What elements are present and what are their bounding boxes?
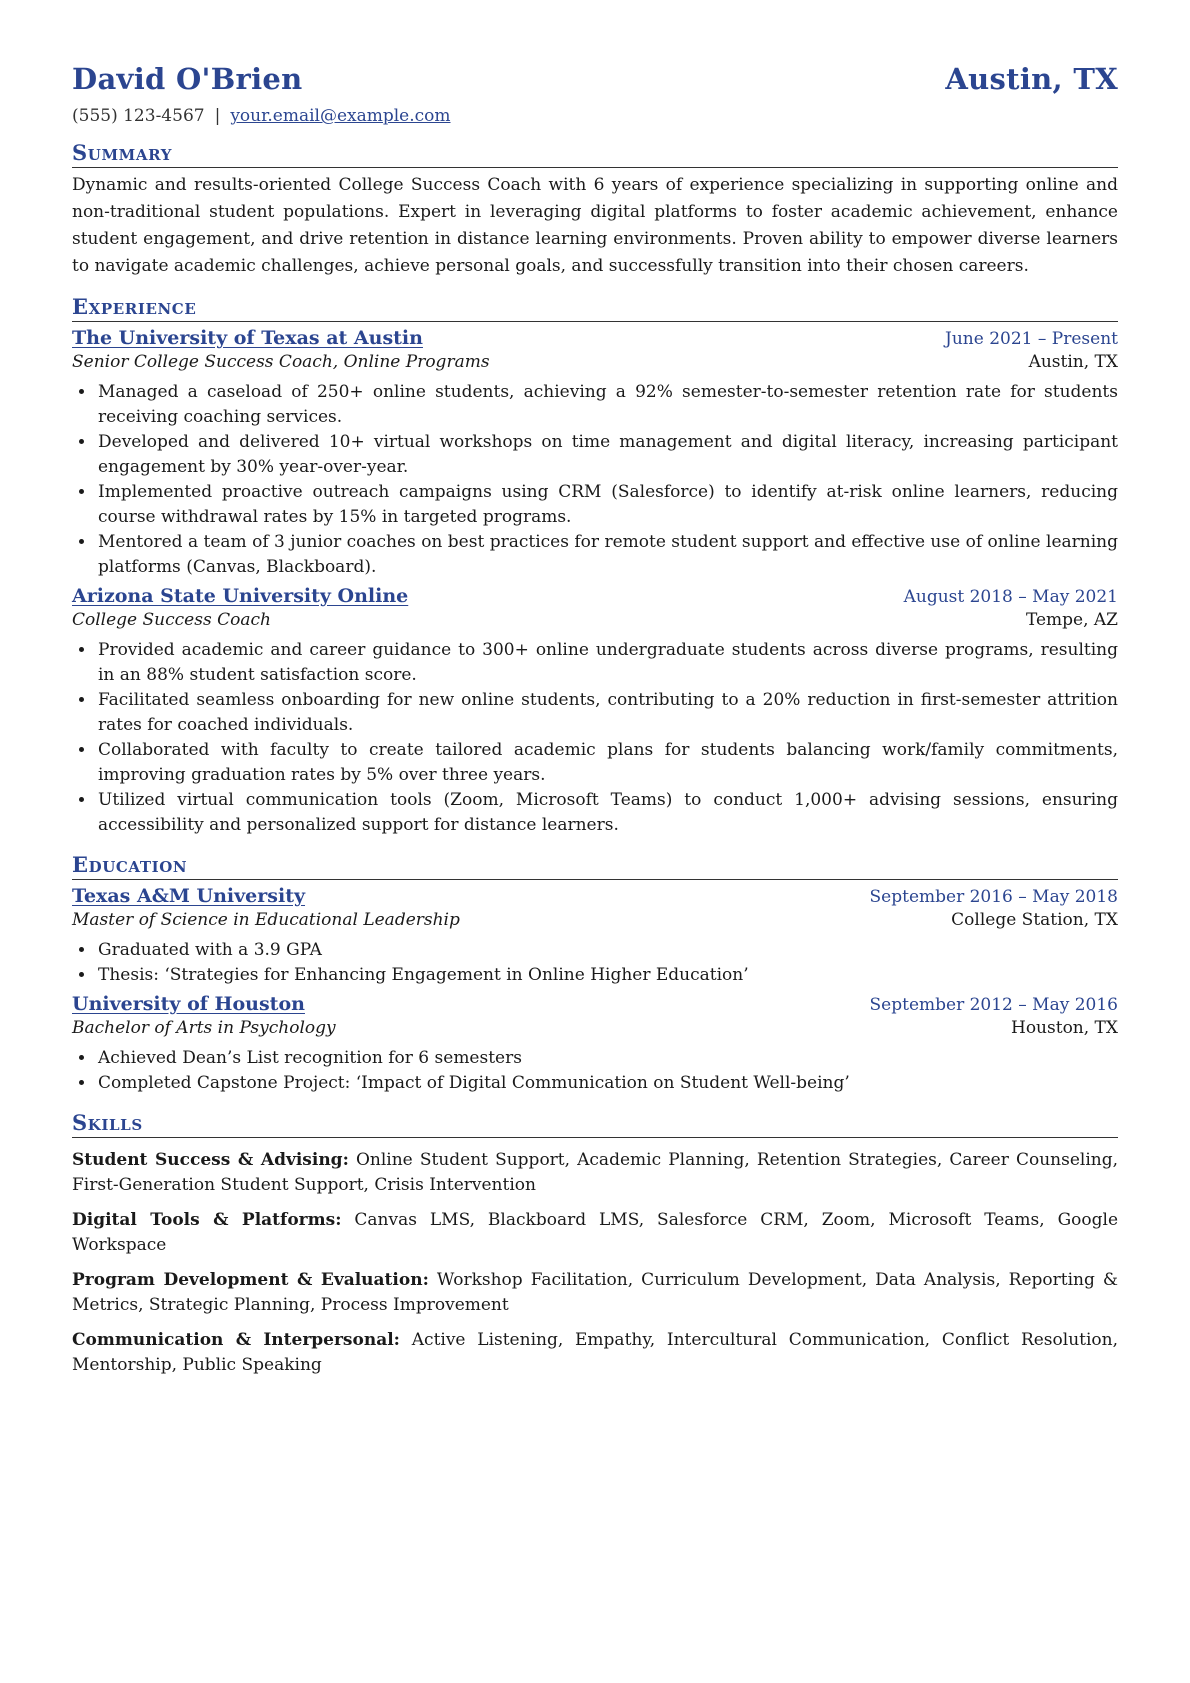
entry-location: Tempe, AZ [1025, 610, 1118, 630]
email-link[interactable]: your.email@example.com [230, 106, 451, 126]
job-title: Senior College Success Coach, Online Programs [72, 352, 490, 372]
contact-line [72, 106, 1118, 126]
candidate-name: David O'Brien [72, 62, 303, 96]
experience-entry [72, 585, 1118, 838]
entry-dates: September 2016 – May 2018 [869, 887, 1118, 907]
experience-section [72, 294, 1118, 838]
list-item: • Collaborated with faculty to create tailored academic plans for students balancing work/family commitments, improving graduation rates by 5% over three years. [96, 738, 1118, 788]
skills-section [72, 1110, 1118, 1378]
skill-values: Canvas LMS, Blackboard LMS, Salesforce CRM, Zoom, Microsoft Teams, Google Workspace [72, 1210, 1119, 1255]
skill-category: Digital Tools & Platforms: [72, 1210, 342, 1230]
job-title: College Success Coach [72, 610, 271, 630]
school-link[interactable]: Texas A&M University [72, 885, 306, 907]
list-item: • Mentored a team of 3 junior coaches on best practices for remote student support and effective use of online learning platforms (Canvas, Blackboard). [96, 530, 1118, 580]
phone-number: (555) 123-4567 [72, 106, 205, 126]
entry-dates: June 2021 – Present [945, 329, 1118, 349]
summary-text: Dynamic and results-oriented College Success Coach with 6 years of experience specializing in supporting online and non-traditional student populations. Expert in leveraging digital platforms to foster academic achievement, enhance student engagement, and drive retention in distance learning environments. Proven ability to empower diverse learners to navigate academic challenges, achieve personal goals, and successfully transition into their chosen careers. [72, 175, 1118, 276]
skill-category: Program Development & Evaluation: [72, 1270, 429, 1290]
skill-category: Student Success & Advising: [72, 1150, 349, 1170]
list-item: • Graduated with a 3.9 GPA [96, 938, 1118, 963]
entry-dates: August 2018 – May 2021 [903, 587, 1118, 607]
degree: Bachelor of Arts in Psychology [72, 1018, 336, 1038]
skill-values: Active Listening, Empathy, Intercultural Communication, Conflict Resolution, Mentorship, Public Speaking [72, 1330, 1119, 1375]
skill-line [72, 1208, 1118, 1258]
section-title-summary: Summary [72, 140, 1118, 168]
resume-header [72, 62, 1118, 96]
degree: Master of Science in Educational Leadership [72, 910, 460, 930]
employer-link[interactable]: The University of Texas at Austin [72, 327, 423, 349]
section-title-experience: Experience [72, 294, 1118, 322]
bullet-list [72, 380, 1118, 580]
contact-separator: | [214, 106, 221, 126]
list-item: • Implemented proactive outreach campaigns using CRM (Salesforce) to identify at-risk online learners, reducing course withdrawal rates by 15% in targeted programs. [96, 480, 1118, 530]
entry-dates: September 2012 – May 2016 [869, 995, 1118, 1015]
entry-location: Austin, TX [1028, 352, 1118, 372]
skill-line [72, 1328, 1118, 1378]
entry-location: Houston, TX [1011, 1018, 1118, 1038]
list-item: • Provided academic and career guidance to 300+ online undergraduate students across diverse programs, resulting in an 88% student satisfaction score. [96, 638, 1118, 688]
skill-line [72, 1148, 1118, 1198]
list-item: • Managed a caseload of 250+ online students, achieving a 92% semester-to-semester retention rate for students receiving coaching services. [96, 380, 1118, 430]
education-entry [72, 993, 1118, 1096]
list-item: • Achieved Dean’s List recognition for 6 semesters [96, 1046, 1118, 1071]
section-title-education: Education [72, 852, 1118, 880]
entry-location: College Station, TX [951, 910, 1118, 930]
skill-category: Communication & Interpersonal: [72, 1330, 400, 1350]
bullet-list [72, 1046, 1118, 1096]
bullet-list [72, 638, 1118, 838]
candidate-city: Austin, TX [945, 62, 1118, 96]
list-item: • Developed and delivered 10+ virtual workshops on time management and digital literacy, increasing participant engagement by 30% year-over-year. [96, 430, 1118, 480]
skill-values: Online Student Support, Academic Planning, Retention Strategies, Career Counseling, First-Generation Student Support, Crisis Intervention [72, 1150, 1119, 1195]
education-section [72, 852, 1118, 1096]
list-item: • Facilitated seamless onboarding for new online students, contributing to a 20% reduction in first-semester attrition rates for coached individuals. [96, 688, 1118, 738]
list-item: • Completed Capstone Project: ‘Impact of Digital Communication on Student Well-being’ [96, 1071, 1118, 1096]
bullet-list [72, 938, 1118, 988]
summary-section [72, 140, 1118, 280]
education-entry [72, 885, 1118, 988]
skill-line [72, 1268, 1118, 1318]
employer-link[interactable]: Arizona State University Online [72, 585, 409, 607]
list-item: • Utilized virtual communication tools (Zoom, Microsoft Teams) to conduct 1,000+ advising sessions, ensuring accessibility and personalized support for distance learners. [96, 788, 1118, 838]
skill-values: Workshop Facilitation, Curriculum Development, Data Analysis, Reporting & Metrics, Strategic Planning, Process Improvement [72, 1270, 1119, 1315]
list-item: • Thesis: ‘Strategies for Enhancing Engagement in Online Higher Education’ [96, 963, 1118, 988]
section-title-skills: Skills [72, 1110, 1118, 1138]
school-link[interactable]: University of Houston [72, 993, 305, 1015]
experience-entry [72, 327, 1118, 580]
